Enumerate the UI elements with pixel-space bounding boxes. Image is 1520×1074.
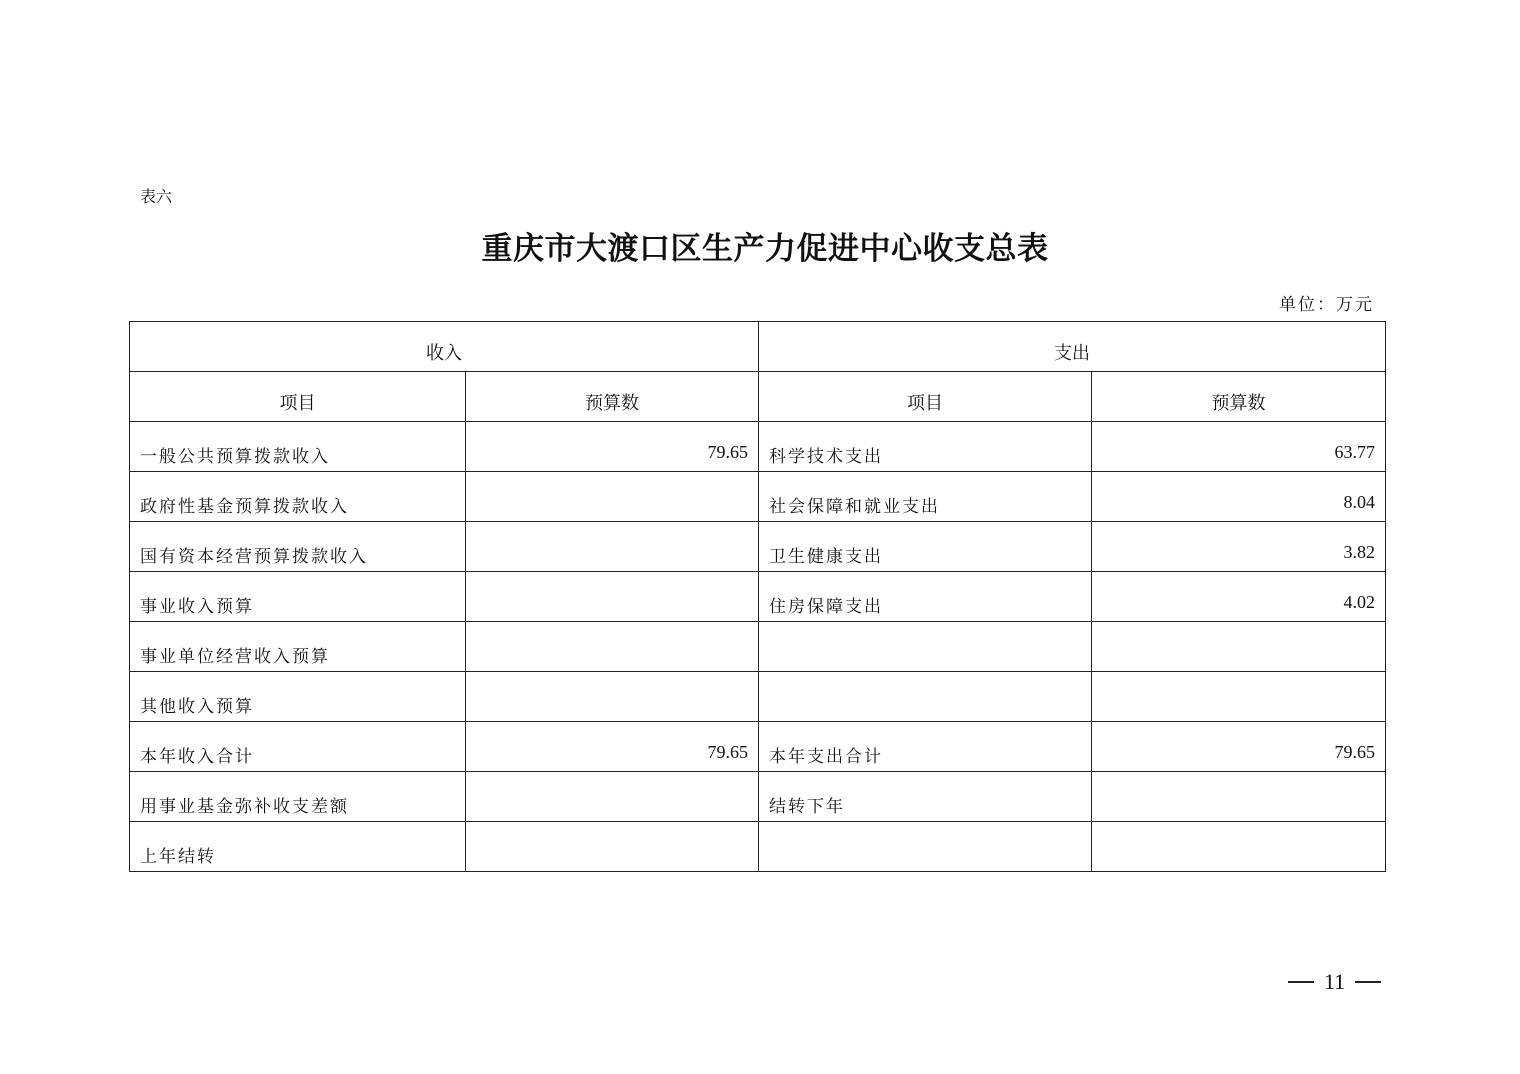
table-row [130, 522, 1386, 572]
table-row [130, 722, 1386, 772]
expense-budget-header: 预算数 [1092, 372, 1386, 422]
expense-budget-cell: 3.82 [1092, 522, 1386, 572]
income-budget-cell [466, 522, 759, 572]
table-body [130, 322, 1386, 872]
unit-note: 单位：万元 [1279, 295, 1374, 315]
income-budget-header: 预算数 [466, 372, 759, 422]
expense-budget-cell [1092, 622, 1386, 672]
income-budget-cell [466, 672, 759, 722]
income-budget-cell: 79.65 [466, 722, 759, 772]
table-row [130, 422, 1386, 472]
expense-item-cell: 本年支出合计 [759, 722, 1092, 772]
expense-item-cell: 结转下年 [759, 772, 1092, 822]
column-header-row [130, 372, 1386, 422]
expense-budget-cell: 63.77 [1092, 422, 1386, 472]
table-row [130, 622, 1386, 672]
page-number-value: 11 [1324, 969, 1346, 994]
expense-item-cell [759, 672, 1092, 722]
income-budget-cell: 79.65 [466, 422, 759, 472]
income-item-cell: 事业单位经营收入预算 [130, 622, 466, 672]
expense-budget-cell [1092, 672, 1386, 722]
expense-budget-cell: 79.65 [1092, 722, 1386, 772]
expense-budget-cell: 8.04 [1092, 472, 1386, 522]
left-dash [1288, 981, 1314, 983]
expense-budget-cell [1092, 772, 1386, 822]
income-budget-cell [466, 822, 759, 872]
income-item-header: 项目 [130, 372, 466, 422]
income-item-cell: 国有资本经营预算拨款收入 [130, 522, 466, 572]
page-title: 重庆市大渡口区生产力促进中心收支总表 [481, 231, 1049, 267]
expense-group-header: 支出 [759, 322, 1386, 372]
income-item-cell: 一般公共预算拨款收入 [130, 422, 466, 472]
income-expense-table [129, 321, 1386, 872]
group-header-row [130, 322, 1386, 372]
income-budget-cell [466, 622, 759, 672]
page-number [1288, 968, 1381, 996]
table-row [130, 672, 1386, 722]
expense-item-cell: 科学技术支出 [759, 422, 1092, 472]
table-row [130, 472, 1386, 522]
expense-item-cell: 社会保障和就业支出 [759, 472, 1092, 522]
income-group-header: 收入 [130, 322, 759, 372]
income-item-cell: 上年结转 [130, 822, 466, 872]
expense-item-cell [759, 822, 1092, 872]
expense-item-cell: 住房保障支出 [759, 572, 1092, 622]
right-dash [1355, 981, 1381, 983]
income-item-cell: 政府性基金预算拨款收入 [130, 472, 466, 522]
table-row [130, 772, 1386, 822]
income-budget-cell [466, 772, 759, 822]
income-item-cell: 本年收入合计 [130, 722, 466, 772]
expense-item-cell: 卫生健康支出 [759, 522, 1092, 572]
table-label: 表六 [140, 187, 173, 206]
expense-item-header: 项目 [759, 372, 1092, 422]
table-row [130, 572, 1386, 622]
expense-item-cell [759, 622, 1092, 672]
expense-budget-cell: 4.02 [1092, 572, 1386, 622]
income-item-cell: 用事业基金弥补收支差额 [130, 772, 466, 822]
income-item-cell: 事业收入预算 [130, 572, 466, 622]
expense-budget-cell [1092, 822, 1386, 872]
income-budget-cell [466, 572, 759, 622]
income-budget-cell [466, 472, 759, 522]
income-item-cell: 其他收入预算 [130, 672, 466, 722]
table-row [130, 822, 1386, 872]
